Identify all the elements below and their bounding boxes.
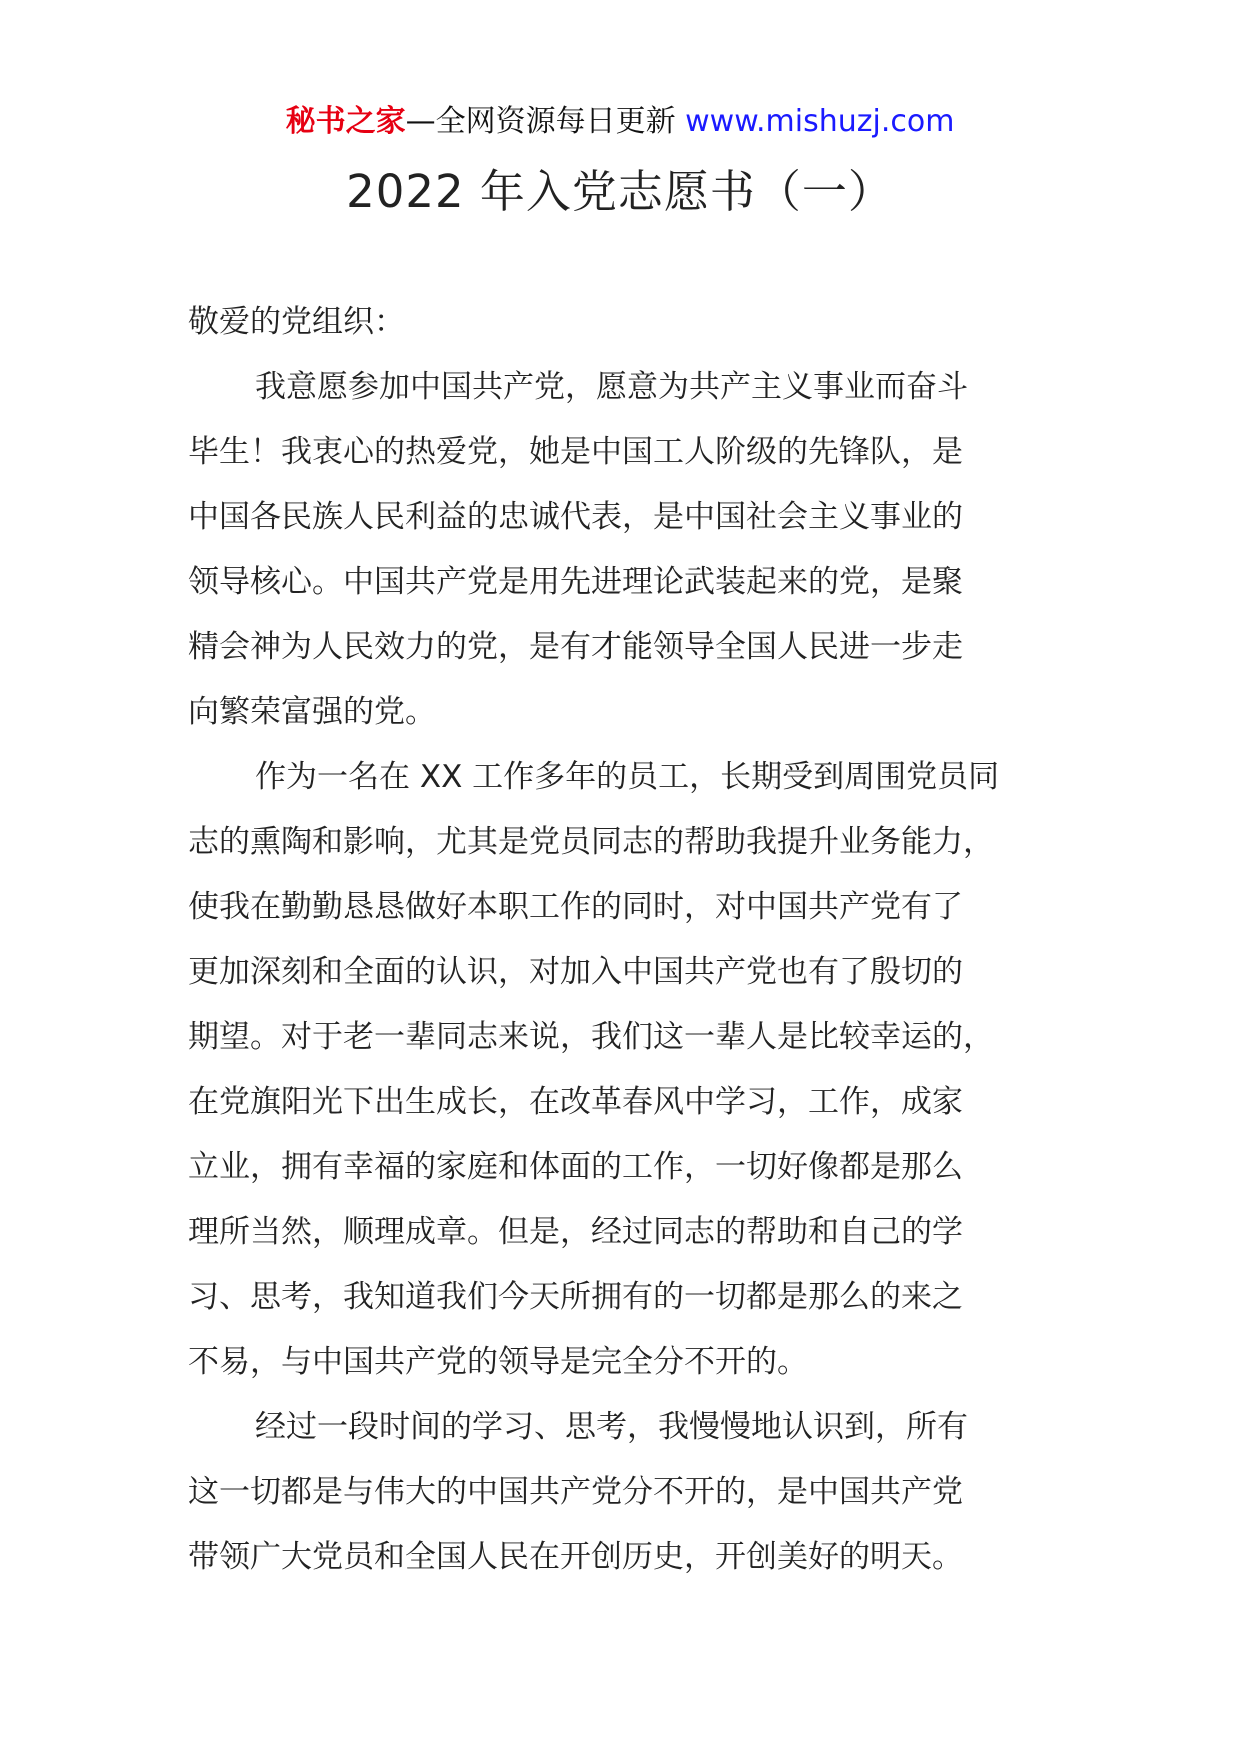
paragraph-line: 使我在勤勤恳恳做好本职工作的同时，对中国共产党有了 (188, 889, 963, 925)
paragraph-line: 期望。对于老一辈同志来说，我们这一辈人是比较幸运的， (188, 1019, 994, 1055)
paragraph-line: 带领广大党员和全国人民在开创历史，开创美好的明天。 (188, 1539, 963, 1575)
paragraph-line: 更加深刻和全面的认识，对加入中国共产党也有了殷切的 (188, 954, 963, 990)
paragraph-line: 这一切都是与伟大的中国共产党分不开的，是中国共产党 (188, 1474, 963, 1510)
paragraph-line: 经过一段时间的学习、思考，我慢慢地认识到，所有 (255, 1409, 968, 1445)
paragraph-line: 中国各民族人民利益的忠诚代表，是中国社会主义事业的 (188, 499, 963, 535)
paragraph-2 (188, 745, 1068, 1395)
site-header (0, 100, 1240, 144)
salutation: 敬爱的党组织： (188, 304, 405, 340)
paragraph-line: 作为一名在 XX 工作多年的员工，长期受到周围党员同 (255, 759, 1000, 795)
site-url-link[interactable]: www.mishuzj.com (685, 104, 955, 139)
paragraph-line: 毕生！我衷心的热爱党，她是中国工人阶级的先锋队，是 (188, 434, 963, 470)
paragraph-line: 向繁荣富强的党。 (188, 694, 436, 730)
paragraph-line: 志的熏陶和影响，尤其是党员同志的帮助我提升业务能力， (188, 824, 994, 860)
paragraph-line: 我意愿参加中国共产党，愿意为共产主义事业而奋斗 (255, 369, 968, 405)
paragraph-line: 领导核心。中国共产党是用先进理论武装起来的党，是聚 (188, 564, 963, 600)
paragraph-line: 立业，拥有幸福的家庭和体面的工作，一切好像都是那么 (188, 1149, 963, 1185)
paragraph-line: 精会神为人民效力的党，是有才能领导全国人民进一步走 (188, 629, 963, 665)
site-tagline: —全网资源每日更新 (405, 104, 686, 139)
site-brand: 秘书之家 (285, 104, 406, 139)
paragraph-line: 习、思考，我知道我们今天所拥有的一切都是那么的来之 (188, 1279, 963, 1315)
paragraph-3 (188, 1395, 1068, 1590)
paragraph-line: 在党旗阳光下出生成长，在改革春风中学习，工作，成家 (188, 1084, 963, 1120)
document-body (188, 290, 1068, 1590)
paragraph-1 (188, 355, 1068, 745)
paragraph-line: 理所当然，顺理成章。但是，经过同志的帮助和自己的学 (188, 1214, 963, 1250)
paragraph-line: 不易，与中国共产党的领导是完全分不开的。 (188, 1344, 808, 1380)
document-title: 2022 年入党志愿书（一） (346, 165, 894, 218)
